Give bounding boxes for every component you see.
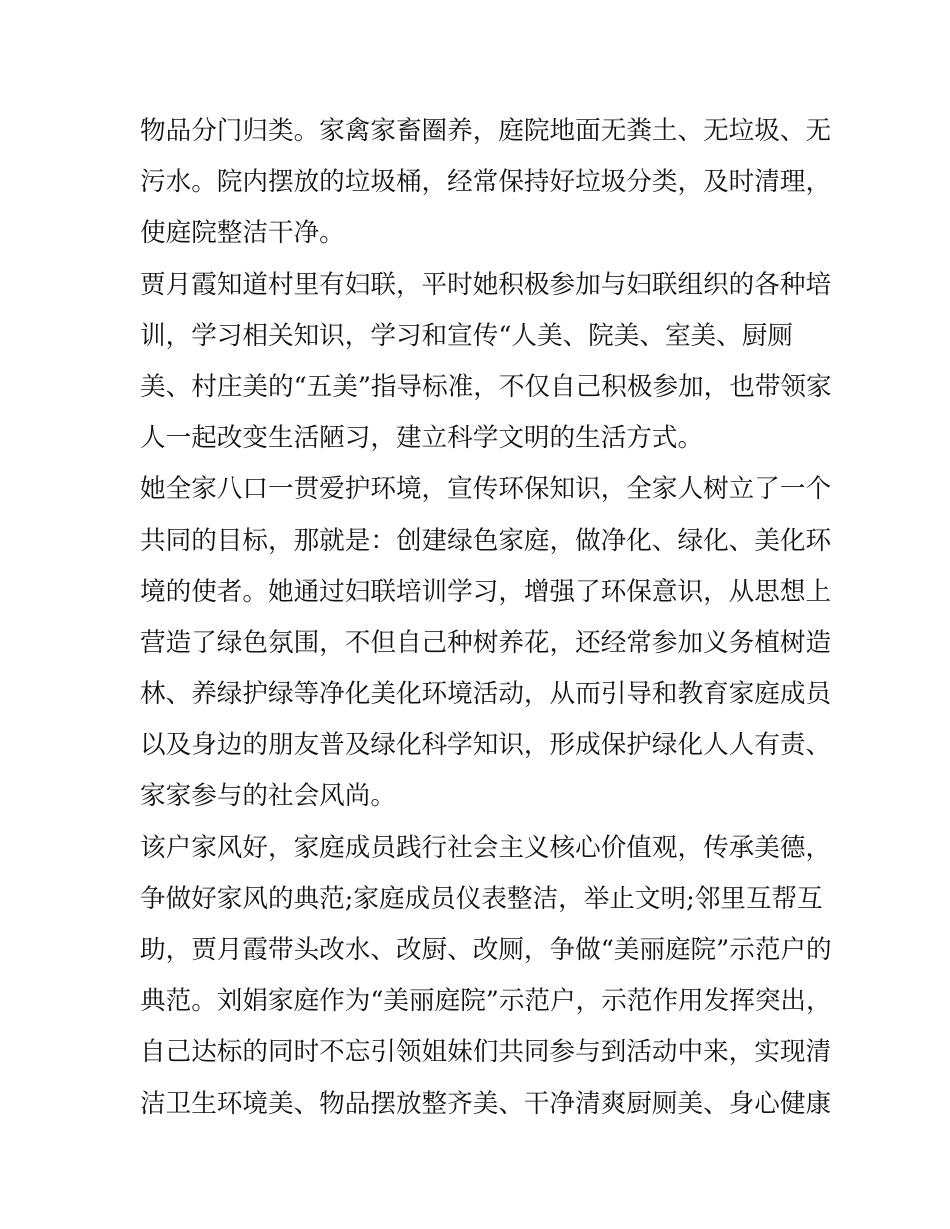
text-line-14: 家家参与的社会风尚。	[140, 781, 396, 812]
text-line-8: 她全家八口一贯爱护环境，宣传环保知识，全家人树立了一个	[140, 474, 832, 505]
text-line-5: 训，学习相关知识，学习和宣传“人美、院美、室美、厨厕	[140, 320, 793, 351]
text-line-7: 人一起改变生活陋习，建立科学文明的生活方式。	[140, 423, 704, 454]
text-line-9: 共同的目标，那就是：创建绿色家庭，做净化、绿化、美化环	[140, 525, 832, 556]
text-line-19: 自己达标的同时不忘引领姐妹们共同参与到活动中来，实现清	[140, 1037, 832, 1068]
text-line-16: 争做好家风的典范;家庭成员仪表整洁，举止文明;邻里互帮互	[140, 883, 823, 914]
text-line-15: 该户家风好，家庭成员践行社会主义核心价值观，传承美德，	[140, 832, 832, 863]
text-line-3: 使庭院整洁干净。	[140, 218, 345, 249]
text-line-12: 林、养绿护绿等净化美化环境活动，从而引导和教育家庭成员	[140, 679, 832, 710]
text-line-2: 污水。院内摆放的垃圾桶，经常保持好垃圾分类，及时清理，	[140, 167, 832, 198]
text-line-6: 美、村庄美的“五美”指导标准，不仅自己积极参加，也带领家	[140, 371, 832, 402]
body-text	[140, 106, 832, 1130]
text-line-4: 贾月霞知道村里有妇联，平时她积极参加与妇联组织的各种培	[140, 269, 832, 300]
text-line-10: 境的使者。她通过妇联培训学习，增强了环保意识，从思想上	[140, 576, 832, 607]
text-line-17: 助，贾月霞带头改水、改厨、改厕，争做“美丽庭院”示范户的	[140, 935, 832, 965]
text-line-13: 以及身边的朋友普及绿化科学知识，形成保护绿化人人有责、	[140, 730, 832, 761]
text-line-18: 典范。刘娟家庭作为“美丽庭院”示范户，示范作用发挥突出，	[140, 986, 832, 1017]
text-line-20: 洁卫生环境美、物品摆放整齐美、干净清爽厨厕美、身心健康	[140, 1088, 832, 1119]
text-line-11: 营造了绿色氛围，不但自己种树养花，还经常参加义务植树造	[140, 627, 832, 658]
text-line-1: 物品分门归类。家禽家畜圈养，庭院地面无粪土、无垃圾、无	[140, 116, 832, 146]
